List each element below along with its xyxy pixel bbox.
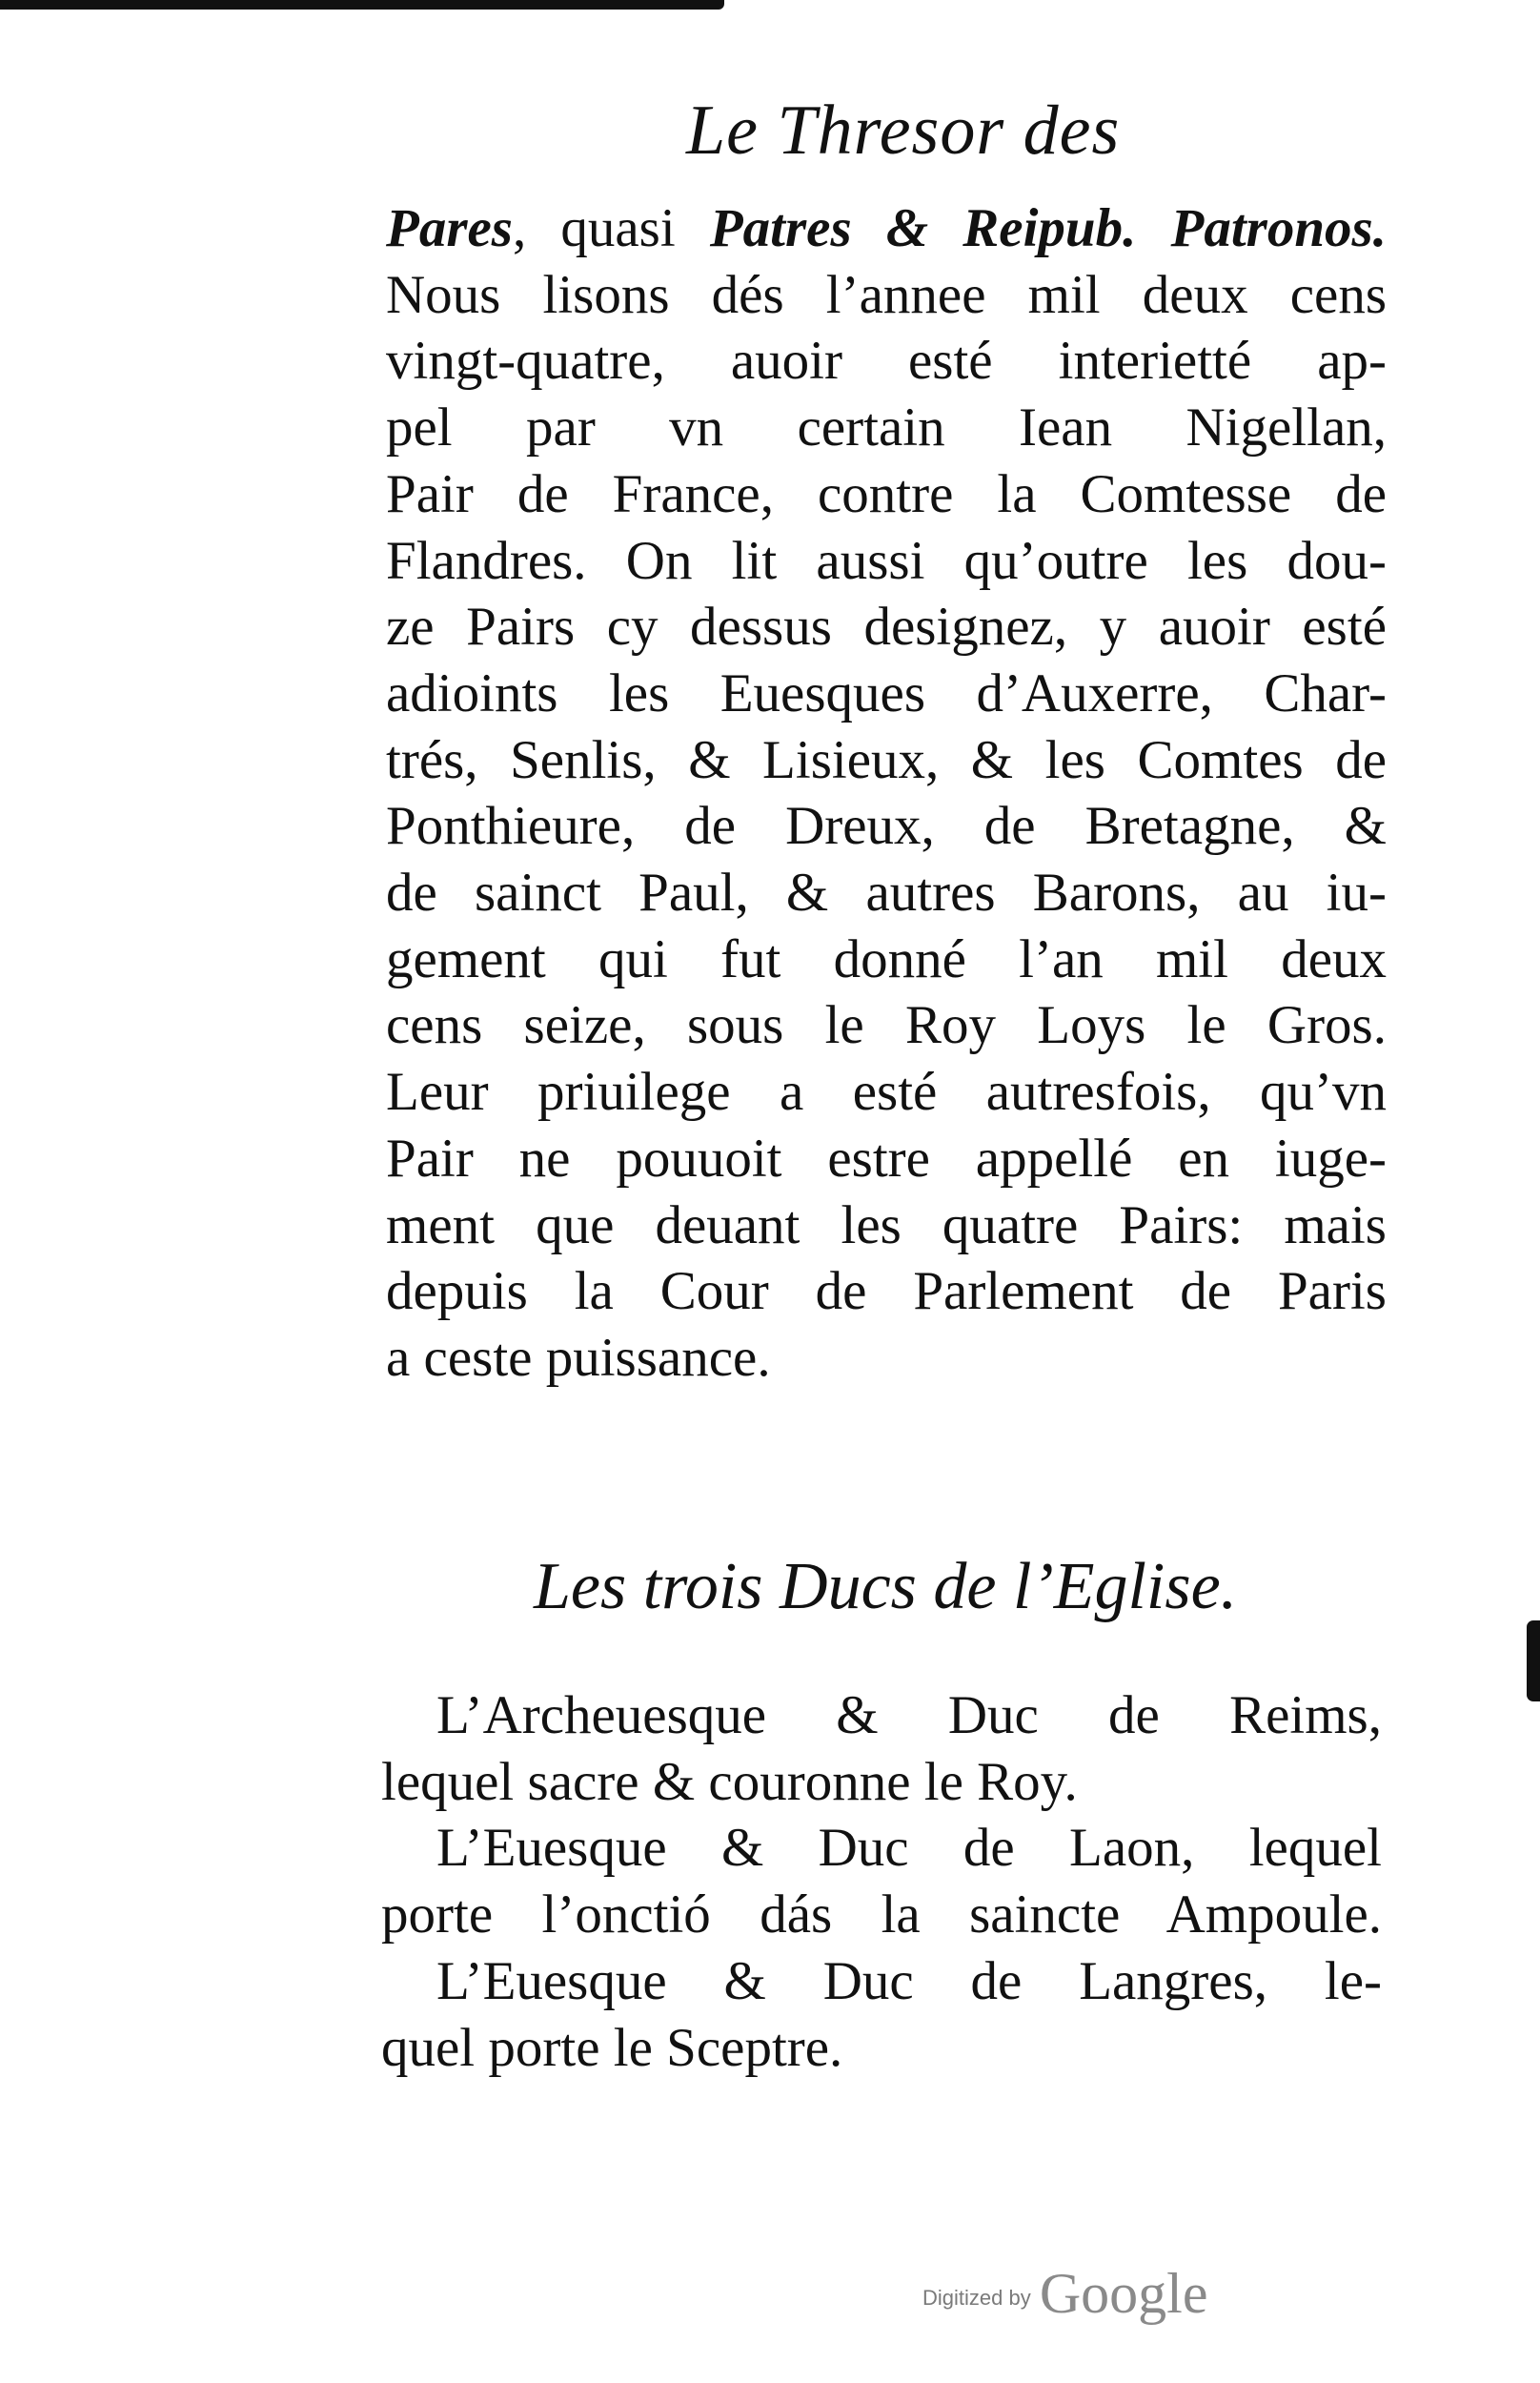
body-line: depuis la Cour de Parlement de Paris: [386, 1261, 1387, 1322]
body-line-first: [386, 195, 1387, 262]
pares-word: Pares: [386, 198, 513, 258]
list-item-line: L’Archeuesque & Duc de Reims,: [436, 1685, 1382, 1745]
body-line: ze Pairs cy dessus designez, y auoir esté: [386, 597, 1387, 658]
page-edge-mark: [1527, 1620, 1540, 1701]
body-line: vingt-quatre, auoir esté interietté ap-: [386, 331, 1387, 392]
list-item-line: quel porte le Sceptre.: [381, 2017, 843, 2078]
body-line: a ceste puissance.: [386, 1327, 771, 1388]
body-line: de sainct Paul, & autres Barons, au iu-: [386, 863, 1387, 924]
body-line: gement qui fut donné l’an mil deux: [386, 928, 1387, 989]
list-item-line: L’Euesque & Duc de Langres, le-: [436, 1950, 1382, 2011]
digitization-watermark: [922, 2261, 1207, 2327]
google-logo: Google: [1039, 2262, 1208, 2325]
patres-phrase: Patres & Reipub. Patronos.: [709, 198, 1387, 258]
body-line: Pair ne pouuoit estre appellé en iuge-: [386, 1128, 1387, 1189]
list-item-line: lequel sacre & couronne le Roy.: [381, 1751, 1078, 1812]
watermark-prefix: Digitized by: [922, 2286, 1031, 2310]
body-text: [386, 195, 1387, 1392]
body-line: Flandres. On lit aussi qu’outre les dou-: [386, 530, 1387, 591]
dukes-list: [381, 1682, 1382, 2081]
body-line: pel par vn certain Iean Nigellan,: [386, 397, 1387, 458]
body-line: ment que deuant les quatre Pairs: mais: [386, 1194, 1387, 1255]
list-item-line: porte l’onctió dás la saincte Ampoule.: [381, 1884, 1382, 1945]
list-item-line: L’Euesque & Duc de Laon, lequel: [436, 1818, 1382, 1879]
top-border-rule: [0, 0, 724, 10]
body-line: cens seize, sous le Roy Loys le Gros.: [386, 995, 1387, 1056]
body-line: Leur priuilege a esté autresfois, qu’vn: [386, 1062, 1387, 1123]
body-line: trés, Senlis, & Lisieux, & les Comtes de: [386, 729, 1387, 790]
quasi-word: , quasi: [512, 198, 710, 258]
body-line: Pair de France, contre la Comtesse de: [386, 463, 1387, 524]
section-heading: Les trois Ducs de l’Eglise.: [534, 1550, 1238, 1623]
running-head: Le Thresor des: [686, 92, 1121, 170]
body-line: Ponthieure, de Dreux, de Bretagne, &: [386, 796, 1387, 857]
body-line: adioints les Euesques d’Auxerre, Char-: [386, 662, 1387, 723]
body-line: Nous lisons dés l’annee mil deux cens: [386, 264, 1387, 325]
